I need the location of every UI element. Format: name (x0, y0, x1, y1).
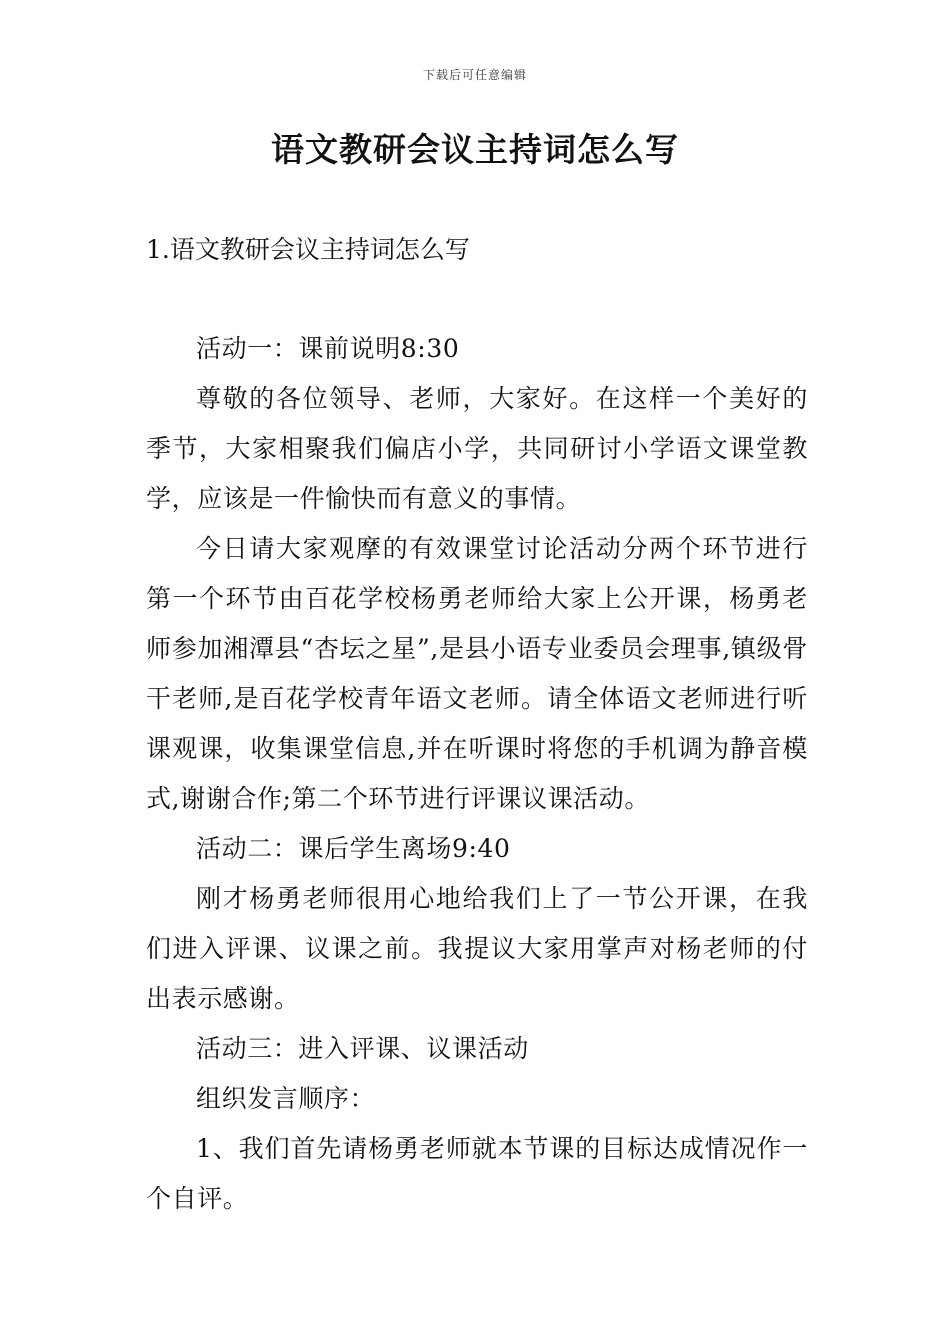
paragraph-activity-one: 活动一：课前说明8:30 (196, 334, 460, 363)
document-body (146, 324, 808, 1224)
paragraph-activity-three: 活动三：进入评课、议课活动 (196, 1034, 529, 1063)
paragraph-thanks: 刚才杨勇老师很用心地给我们上了一节公开课，在我们进入评课、议课之前。我提议大家用掌声对杨老师的付出表示感谢。 (146, 884, 808, 1013)
header-note: 下载后可任意编辑 (422, 68, 527, 82)
paragraph-speaking-order: 组织发言顺序： (196, 1084, 376, 1113)
paragraph-greeting: 尊敬的各位领导、老师，大家好。在这样一个美好的季节，大家相聚我们偏店小学，共同研讨小学语文课堂教学，应该是一件愉快而有意义的事情。 (146, 384, 808, 513)
paragraph-self-review: 1、我们首先请杨勇老师就本节课的目标达成情况作一个自评。 (146, 1134, 808, 1213)
section-heading: 1.语文教研会议主持词怎么写 (146, 235, 470, 264)
document-title: 语文教研会议主持词怎么写 (271, 130, 679, 169)
paragraph-activity-two: 活动二：课后学生离场9:40 (196, 834, 511, 863)
paragraph-introduction: 今日请大家观摩的有效课堂讨论活动分两个环节进行第一个环节由百花学校杨勇老师给大家上公开课，杨勇老师参加湘潭县“杏坛之星”,是县小语专业委员会理事,镇级骨干老师,是百花学校青年语文老师。请全体语文老师进行听课观课，收集课堂信息,并在听课时将您的手机调为静音模式,谢谢合作;第二个环节进行评课议课活动。 (146, 534, 808, 813)
